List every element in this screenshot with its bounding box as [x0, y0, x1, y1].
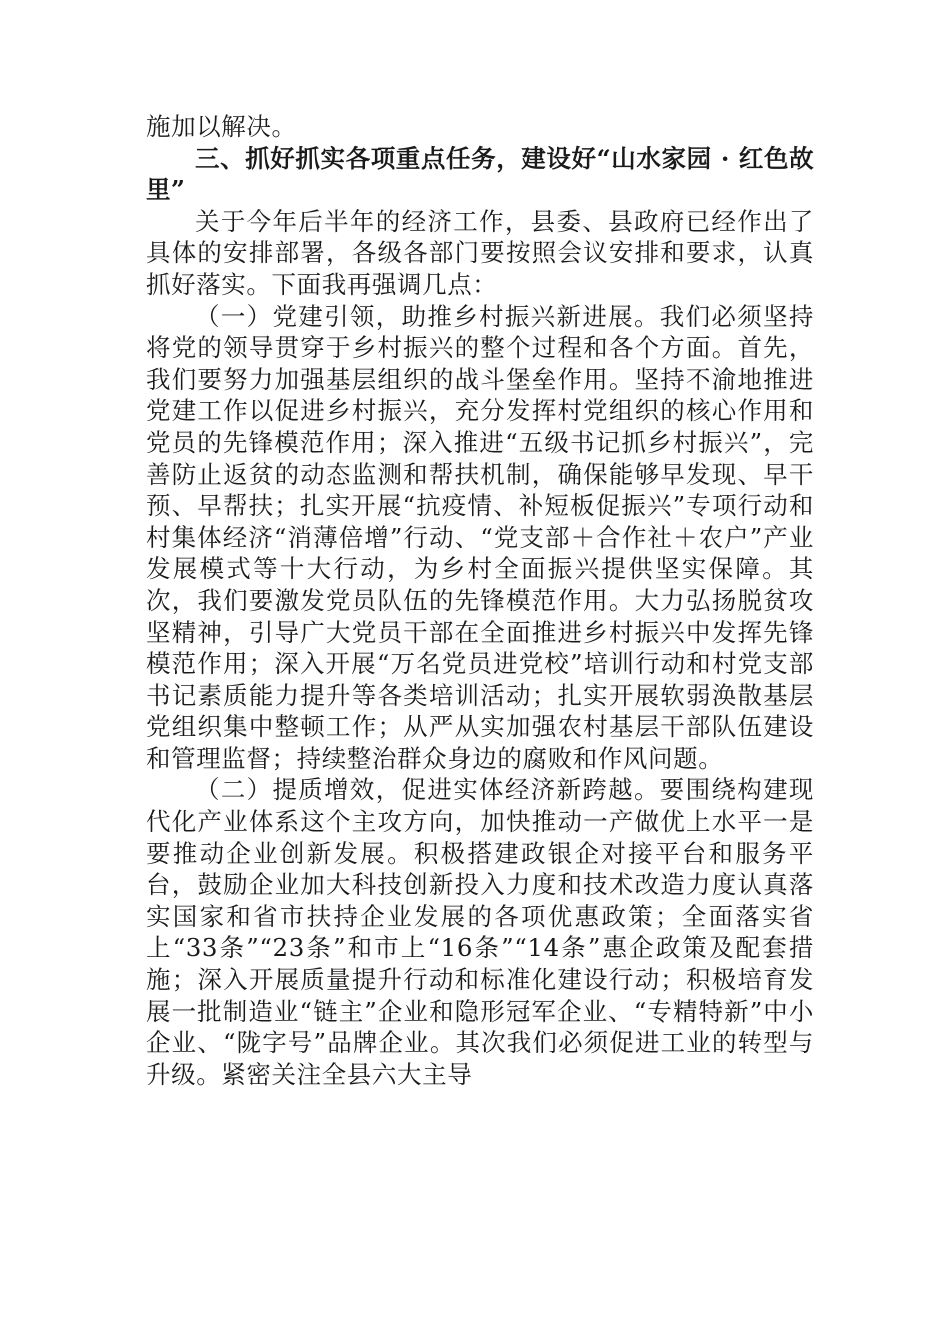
document-body [146, 111, 814, 1090]
paragraph-continuation: 施加以解决。 [146, 112, 297, 141]
paragraph-real-economy: （二）提质增效，促进实体经济新跨越。要围绕构建现代化产业体系这个主攻方向，加快推动一产做优上水平一是要推动企业创新发展。积极搭建政银企对接平台和服务平台，鼓励企业加大科技创新投入力度和技术改造力度认真落实国家和省市扶持企业发展的各项优惠政策；全面落实省上“33条”“23条”和市上“16条”“14条”惠企政策及配套措施；深入开展质量提升行动和标准化建设行动；积极培育发展一批制造业“链主”企业和隐形冠军企业、“专精特新”中小企业、“陇字号”品牌企业。其次我们必须促进工业的转型与升级。紧密关注全县六大主导 [146, 775, 814, 1089]
paragraph-party-building: （一）党建引领，助推乡村振兴新进展。我们必须坚持将党的领导贯穿于乡村振兴的整个过程和各个方面。首先，我们要努力加强基层组织的战斗堡垒作用。坚持不渝地推进党建工作以促进乡村振兴，充分发挥村党组织的核心作用和党员的先锋模范作用；深入推进“五级书记抓乡村振兴”，完善防止返贫的动态监测和帮扶机制，确保能够早发现、早干预、早帮扶；扎实开展“抗疫情、补短板促振兴”专项行动和村集体经济“消薄倍增”行动、“党支部＋合作社＋农户”产业发展模式等十大行动，为乡村全面振兴提供坚实保障。其次，我们要激发党员队伍的先锋模范作用。大力弘扬脱贫攻坚精神，引导广大党员干部在全面推进乡村振兴中发挥先锋模范作用；深入开展“万名党员进党校”培训行动和村党支部书记素质能力提升等各类培训活动；扎实开展软弱涣散基层党组织集中整顿工作；从严从实加强农村基层干部队伍建设和管理监督；持续整治群众身边的腐败和作风问题。 [146, 301, 814, 773]
paragraph-intro: 关于今年后半年的经济工作，县委、县政府已经作出了具体的安排部署，各级各部门要按照会议安排和要求，认真抓好落实。下面我再强调几点： [146, 206, 814, 299]
section-heading: 三、抓好抓实各项重点任务，建设好“山水家园 · 红色故里” [146, 143, 814, 205]
